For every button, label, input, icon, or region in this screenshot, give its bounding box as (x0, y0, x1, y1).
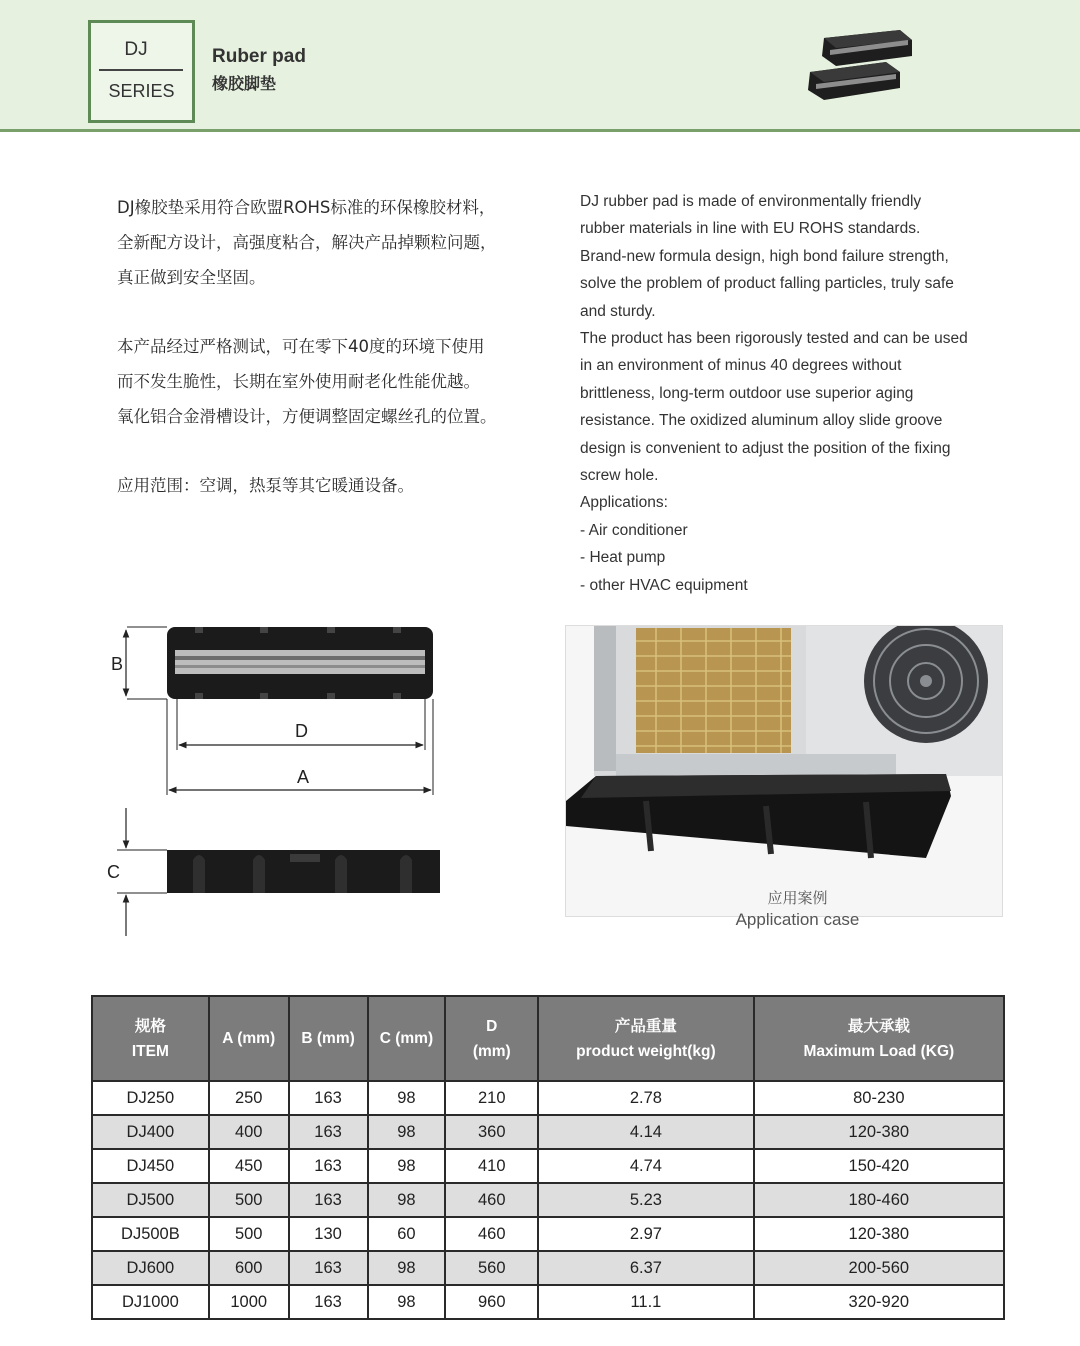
cell-max-load: 150-420 (754, 1149, 1004, 1183)
cell-a: 500 (209, 1217, 289, 1251)
header-b: B (mm) (289, 996, 368, 1081)
application-photo (566, 626, 1003, 917)
en-line: resistance. The oxidized aluminum alloy slide groove (580, 412, 943, 430)
rubber-pad-product-image (800, 26, 920, 111)
cell-c: 98 (368, 1285, 446, 1319)
header-a: A (mm) (209, 996, 289, 1081)
dimension-label-a: A (297, 767, 310, 787)
cell-c: 98 (368, 1251, 446, 1285)
cell-d: 960 (445, 1285, 538, 1319)
cn-line: 本产品经过严格测试，可在零下40度的环境下使用 (117, 337, 485, 356)
series-box (88, 20, 195, 123)
cell-b: 163 (289, 1081, 368, 1115)
cell-weight: 6.37 (538, 1251, 753, 1285)
pad-top-view (167, 627, 433, 699)
product-title-en: Ruber pad (212, 46, 306, 67)
header-item: 规格 ITEM (92, 996, 209, 1081)
cell-item: DJ250 (92, 1081, 209, 1115)
series-code: DJ (124, 39, 148, 60)
cell-max-load: 120-380 (754, 1115, 1004, 1149)
table-row (92, 1115, 1004, 1149)
dimension-label-c: C (107, 862, 120, 882)
header-max-load: 最大承载 Maximum Load (KG) (754, 996, 1004, 1081)
cell-b: 163 (289, 1183, 368, 1217)
cell-a: 500 (209, 1183, 289, 1217)
application-caption-en: Application case (735, 910, 860, 929)
rubber-pad-top-image (822, 30, 912, 66)
en-applications-heading: Applications: (580, 494, 668, 512)
en-line: The product has been rigorously tested and can be used (580, 330, 968, 348)
en-application-item: - other HVAC equipment (580, 576, 748, 594)
en-line: DJ rubber pad is made of environmentally friendly (580, 193, 922, 210)
cell-b: 163 (289, 1149, 368, 1183)
application-photo-frame (565, 625, 1003, 917)
rubber-pad-bottom-image (808, 62, 900, 100)
dimension-label-d: D (295, 721, 308, 741)
specification-table (91, 995, 1005, 1320)
en-line: Brand-new formula design, high bond failure strength, (580, 247, 949, 265)
cn-line: 而不发生脆性，长期在室外使用耐老化性能优越。 (117, 372, 480, 391)
cn-line: 氧化铝合金滑槽设计，方便调整固定螺丝孔的位置。 (117, 407, 497, 426)
cell-b: 163 (289, 1285, 368, 1319)
cell-d: 460 (445, 1183, 538, 1217)
cell-weight: 11.1 (538, 1285, 753, 1319)
table-row (92, 1285, 1004, 1319)
cn-line: 全新配方设计，高强度粘合，解决产品掉颗粒问题， (117, 233, 497, 252)
cell-b: 130 (289, 1217, 368, 1251)
cell-d: 360 (445, 1115, 538, 1149)
cell-max-load: 180-460 (754, 1183, 1004, 1217)
cell-d: 210 (445, 1081, 538, 1115)
application-caption-cn: 应用案例 (767, 889, 828, 907)
heat-pump-unit-image (594, 626, 1003, 776)
cell-a: 250 (209, 1081, 289, 1115)
page-header (0, 0, 1080, 132)
cell-c: 98 (368, 1081, 446, 1115)
en-line: rubber materials in line with EU ROHS standards. (580, 220, 921, 238)
cn-applications: 应用范围：空调，热泵等其它暖通设备。 (117, 476, 414, 495)
cell-weight: 4.74 (538, 1149, 753, 1183)
cell-a: 1000 (209, 1285, 289, 1319)
cell-c: 98 (368, 1115, 446, 1149)
cell-a: 400 (209, 1115, 289, 1149)
pad-side-view (167, 850, 440, 893)
en-line: solve the problem of product falling particles, truly safe (580, 275, 954, 293)
series-label: SERIES (108, 81, 175, 101)
cell-b: 163 (289, 1251, 368, 1285)
en-application-item: - Air conditioner (580, 521, 688, 539)
cell-max-load: 200-560 (754, 1251, 1004, 1285)
table-header-row (92, 996, 1004, 1081)
cell-item: DJ400 (92, 1115, 209, 1149)
en-line: and sturdy. (580, 302, 656, 320)
cell-c: 98 (368, 1183, 446, 1217)
header-d: D (mm) (445, 996, 538, 1081)
cn-line: DJ橡胶垫采用符合欧盟ROHS标准的环保橡胶材料， (117, 198, 496, 217)
cell-b: 163 (289, 1115, 368, 1149)
dimension-drawing (95, 610, 455, 950)
description-en (580, 188, 1000, 599)
cell-c: 98 (368, 1149, 446, 1183)
en-line: brittleness, long-term outdoor use superior aging (580, 384, 914, 402)
cell-item: DJ500B (92, 1217, 209, 1251)
dimension-label-b: B (111, 654, 124, 674)
en-application-item: - Heat pump (580, 549, 666, 567)
cell-max-load: 320-920 (754, 1285, 1004, 1319)
header-c: C (mm) (368, 996, 446, 1081)
cell-weight: 5.23 (538, 1183, 753, 1217)
table-row (92, 1217, 1004, 1251)
cell-a: 600 (209, 1251, 289, 1285)
cell-item: DJ500 (92, 1183, 209, 1217)
cell-d: 560 (445, 1251, 538, 1285)
cn-line: 真正做到安全坚固。 (117, 268, 266, 287)
cell-max-load: 80-230 (754, 1081, 1004, 1115)
table-row (92, 1149, 1004, 1183)
cell-item: DJ450 (92, 1149, 209, 1183)
product-title-cn: 橡胶脚垫 (212, 74, 277, 93)
cell-item: DJ1000 (92, 1285, 209, 1319)
table-row (92, 1081, 1004, 1115)
cell-d: 460 (445, 1217, 538, 1251)
header-weight: 产品重量 product weight(kg) (538, 996, 753, 1081)
cell-d: 410 (445, 1149, 538, 1183)
cell-max-load: 120-380 (754, 1217, 1004, 1251)
cell-a: 450 (209, 1149, 289, 1183)
cell-item: DJ600 (92, 1251, 209, 1285)
en-line: in an environment of minus 40 degrees without (580, 357, 902, 375)
cell-weight: 2.97 (538, 1217, 753, 1251)
description-cn (117, 190, 537, 503)
en-line: screw hole. (580, 467, 659, 485)
en-line: design is convenient to adjust the position of the fixing (580, 439, 951, 457)
cell-c: 60 (368, 1217, 446, 1251)
cell-weight: 4.14 (538, 1115, 753, 1149)
series-divider (99, 69, 183, 71)
table-row (92, 1251, 1004, 1285)
cell-weight: 2.78 (538, 1081, 753, 1115)
table-row (92, 1183, 1004, 1217)
